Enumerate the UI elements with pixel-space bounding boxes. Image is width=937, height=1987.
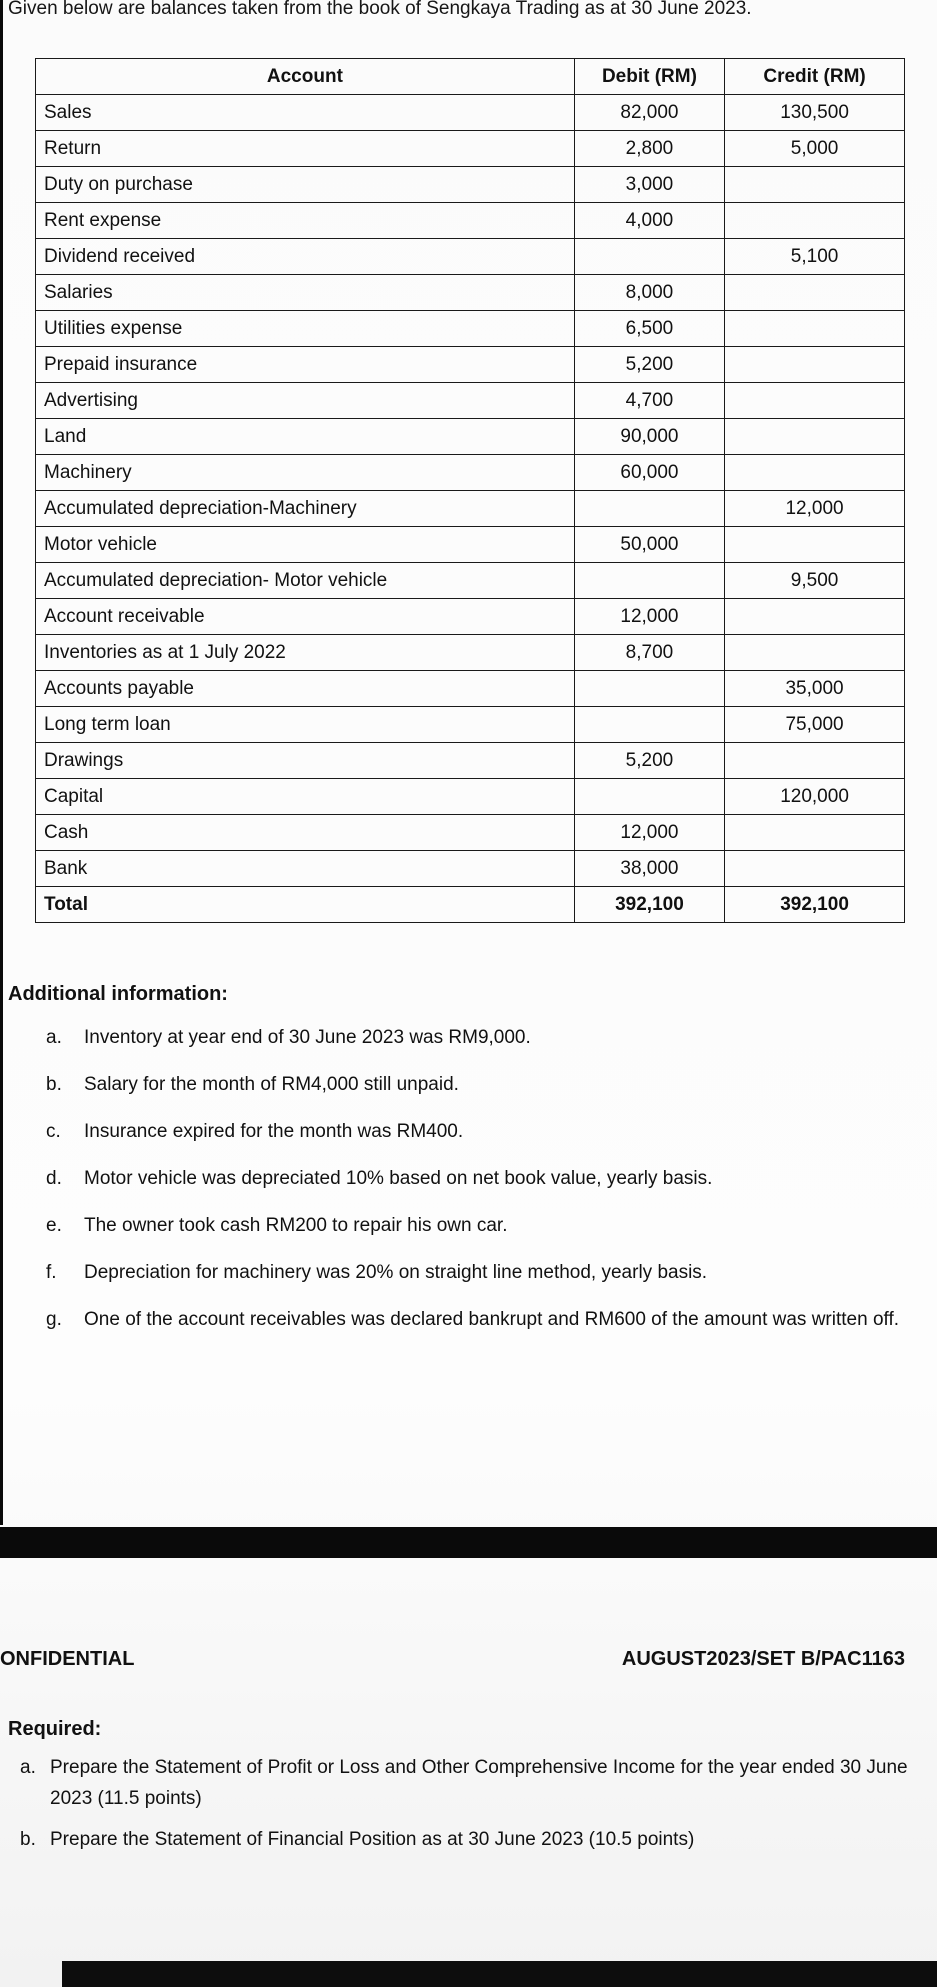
item-text: Depreciation for machinery was 20% on straight line method, yearly basis.: [84, 1262, 708, 1283]
scan-edge-artifact: [0, 0, 3, 1525]
account-cell: Salaries: [36, 275, 575, 311]
debit-cell: 8,000: [574, 275, 724, 311]
bottom-scan-bar: [62, 1961, 937, 1987]
account-cell: Account receivable: [36, 599, 575, 635]
debit-cell: 82,000: [574, 95, 724, 131]
table-row: [36, 131, 905, 167]
credit-cell: 120,000: [725, 779, 905, 815]
credit-cell: [725, 743, 905, 779]
item-text: Insurance expired for the month was RM400.: [84, 1121, 464, 1142]
item-text: Salary for the month of RM4,000 still unpaid.: [84, 1074, 459, 1095]
account-cell: Sales: [36, 95, 575, 131]
account-cell: Utilities expense: [36, 311, 575, 347]
additional-info-item: [8, 1116, 927, 1147]
page-separator-bar: [0, 1527, 937, 1558]
credit-cell: [725, 599, 905, 635]
debit-cell: 4,700: [574, 383, 724, 419]
account-cell: Advertising: [36, 383, 575, 419]
header-credit: Credit (RM): [725, 59, 905, 95]
credit-cell: [725, 851, 905, 887]
debit-cell: 3,000: [574, 167, 724, 203]
table-header: [36, 59, 905, 95]
debit-cell: 4,000: [574, 203, 724, 239]
credit-cell: 9,500: [725, 563, 905, 599]
required-title: Required:: [8, 1718, 102, 1740]
table-row: [36, 347, 905, 383]
credit-cell: [725, 167, 905, 203]
account-cell: Capital: [36, 779, 575, 815]
additional-info-item: [8, 1304, 927, 1335]
additional-info-list: [8, 1022, 927, 1351]
credit-cell: [725, 383, 905, 419]
additional-info-item: [8, 1257, 927, 1288]
account-cell: Motor vehicle: [36, 527, 575, 563]
debit-cell: 6,500: [574, 311, 724, 347]
item-letter: a.: [20, 1757, 36, 1778]
table-row: [36, 239, 905, 275]
additional-info-item: [8, 1163, 927, 1194]
table-row: [36, 851, 905, 887]
table-row: [36, 419, 905, 455]
table-row: [36, 491, 905, 527]
credit-cell: 130,500: [725, 95, 905, 131]
table-row: [36, 779, 905, 815]
credit-cell: [725, 455, 905, 491]
credit-cell: [725, 815, 905, 851]
account-cell: Rent expense: [36, 203, 575, 239]
additional-info-item: [8, 1022, 927, 1053]
additional-info-item: [8, 1069, 927, 1100]
account-cell: Inventories as at 1 July 2022: [36, 635, 575, 671]
item-letter: d.: [46, 1168, 62, 1189]
debit-cell: 90,000: [574, 419, 724, 455]
debit-cell: 38,000: [574, 851, 724, 887]
balance-table-body: [36, 95, 905, 923]
table-row: [36, 311, 905, 347]
credit-cell: [725, 635, 905, 671]
item-letter: b.: [20, 1829, 36, 1850]
table-row: [36, 383, 905, 419]
account-cell: Cash: [36, 815, 575, 851]
trial-balance-table: [35, 58, 905, 923]
debit-cell: 2,800: [574, 131, 724, 167]
debit-cell: [574, 491, 724, 527]
table-row: [36, 887, 905, 923]
item-text: Motor vehicle was depreciated 10% based on net book value, yearly basis.: [84, 1168, 713, 1189]
table-row: [36, 95, 905, 131]
table-row: [36, 635, 905, 671]
additional-info-item: [8, 1210, 927, 1241]
item-text: One of the account receivables was declared bankrupt and RM600 of the amount was written off.: [84, 1309, 900, 1330]
item-letter: g.: [46, 1309, 62, 1330]
additional-info-title: Additional information:: [8, 983, 228, 1005]
table-row: [36, 167, 905, 203]
credit-cell: [725, 203, 905, 239]
item-letter: a.: [46, 1027, 62, 1048]
table-row: [36, 671, 905, 707]
table-row: [36, 599, 905, 635]
debit-cell: 50,000: [574, 527, 724, 563]
debit-cell: [574, 707, 724, 743]
item-letter: b.: [46, 1074, 62, 1095]
table-row: [36, 743, 905, 779]
credit-cell: 5,100: [725, 239, 905, 275]
credit-cell: [725, 311, 905, 347]
required-item: [20, 1824, 923, 1855]
page-footer: [0, 1648, 905, 1671]
credit-cell: 12,000: [725, 491, 905, 527]
paper-code-label: AUGUST2023/SET B/PAC1163: [621, 1648, 905, 1670]
debit-cell: [574, 779, 724, 815]
account-cell: Prepaid insurance: [36, 347, 575, 383]
credit-cell: [725, 419, 905, 455]
debit-cell: 60,000: [574, 455, 724, 491]
required-item: [20, 1752, 923, 1814]
table-row: [36, 275, 905, 311]
credit-cell: [725, 347, 905, 383]
credit-cell: [725, 275, 905, 311]
account-cell: Duty on purchase: [36, 167, 575, 203]
table-row: [36, 563, 905, 599]
table-row: [36, 203, 905, 239]
account-cell: Return: [36, 131, 575, 167]
table-row: [36, 707, 905, 743]
account-cell: Machinery: [36, 455, 575, 491]
debit-cell: 5,200: [574, 347, 724, 383]
account-cell: Accumulated depreciation-Machinery: [36, 491, 575, 527]
confidential-label: ONFIDENTIAL: [0, 1648, 135, 1670]
account-cell: Total: [36, 887, 575, 923]
required-list: [20, 1752, 923, 1865]
debit-cell: 12,000: [574, 599, 724, 635]
account-cell: Accounts payable: [36, 671, 575, 707]
table-row: [36, 527, 905, 563]
debit-cell: 5,200: [574, 743, 724, 779]
account-cell: Bank: [36, 851, 575, 887]
credit-cell: 35,000: [725, 671, 905, 707]
table-row: [36, 455, 905, 491]
item-text: Prepare the Statement of Profit or Loss and Other Comprehensive Income for the year ended 30 June 2023 (11.5 points): [50, 1757, 908, 1809]
credit-cell: [725, 527, 905, 563]
account-cell: Land: [36, 419, 575, 455]
item-letter: f.: [46, 1262, 57, 1283]
debit-cell: [574, 239, 724, 275]
debit-cell: 12,000: [574, 815, 724, 851]
item-text: Inventory at year end of 30 June 2023 was RM9,000.: [84, 1027, 531, 1048]
item-letter: c.: [46, 1121, 61, 1142]
account-cell: Long term loan: [36, 707, 575, 743]
debit-cell: 392,100: [574, 887, 724, 923]
header-account: Account: [36, 59, 575, 95]
credit-cell: 392,100: [725, 887, 905, 923]
header-debit: Debit (RM): [574, 59, 724, 95]
account-cell: Accumulated depreciation- Motor vehicle: [36, 563, 575, 599]
debit-cell: 8,700: [574, 635, 724, 671]
debit-cell: [574, 563, 724, 599]
account-cell: Dividend received: [36, 239, 575, 275]
table-row: [36, 815, 905, 851]
item-text: Prepare the Statement of Financial Position as at 30 June 2023 (10.5 points): [50, 1829, 695, 1850]
item-text: The owner took cash RM200 to repair his own car.: [84, 1215, 508, 1236]
credit-cell: 75,000: [725, 707, 905, 743]
intro-text: Given below are balances taken from the book of Sengkaya Trading as at 30 June 2023.: [8, 0, 752, 19]
item-letter: e.: [46, 1215, 62, 1236]
debit-cell: [574, 671, 724, 707]
credit-cell: 5,000: [725, 131, 905, 167]
account-cell: Drawings: [36, 743, 575, 779]
